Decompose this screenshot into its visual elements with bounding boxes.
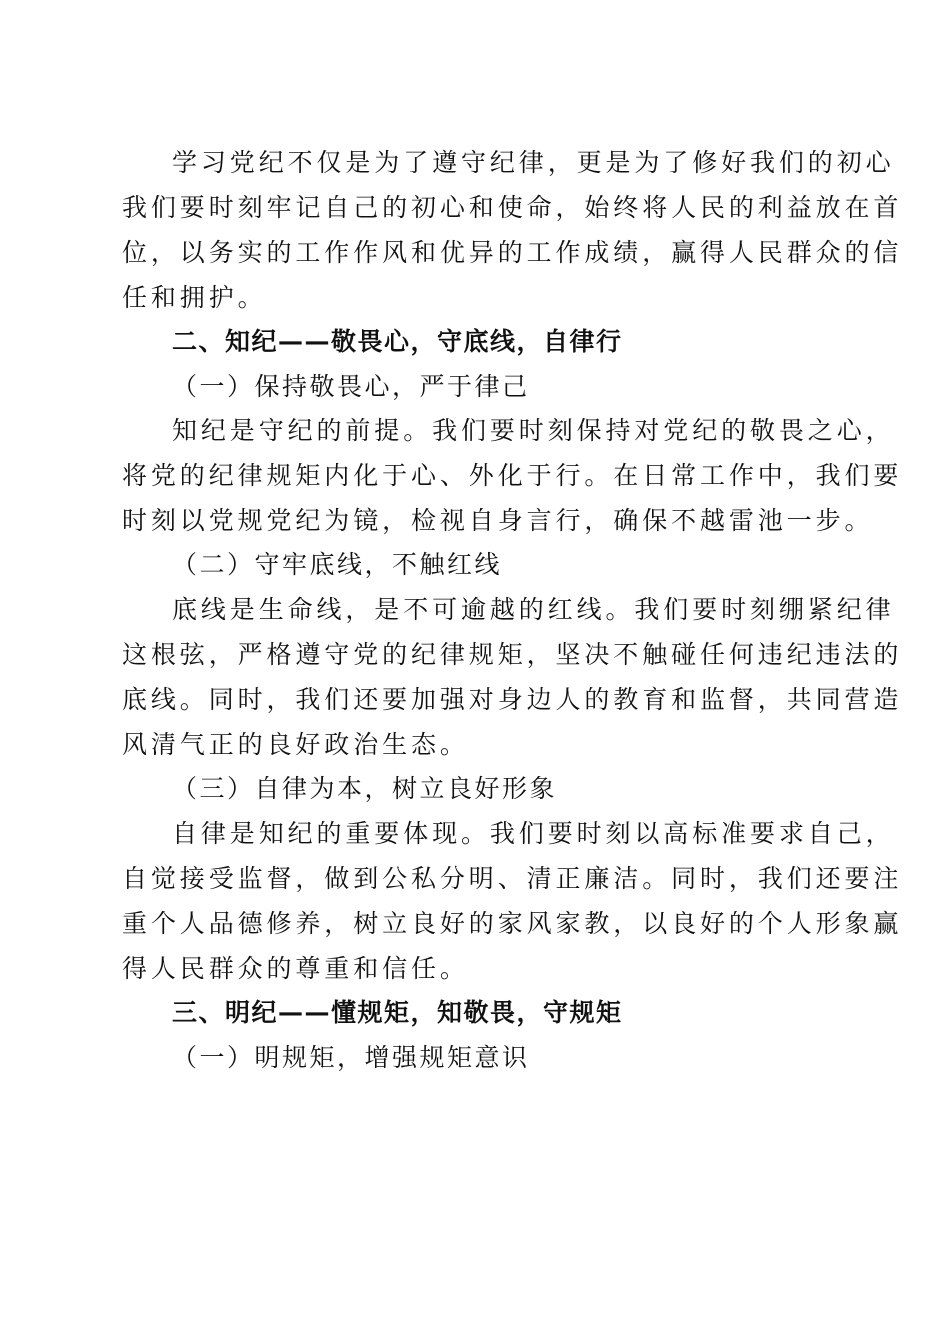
paragraph-line: 自觉接受监督，做到公私分明、清正廉洁。同时，我们还要注: [122, 864, 903, 893]
paragraph-line: 这根弦，严格遵守党的纪律规矩，坚决不触碰任何违纪违法的: [122, 640, 903, 669]
paragraph-line: 底线。同时，我们还要加强对身边人的教育和监督，共同营造: [122, 685, 903, 714]
section-heading: 二、知纪——敬畏心，守底线，自律行: [172, 327, 623, 356]
paragraph-line: 底线是生命线，是不可逾越的红线。我们要时刻绷紧纪律: [172, 595, 895, 624]
paragraph-line: 任和拥护。: [122, 283, 267, 312]
paragraph-line: 时刻以党规党纪为镜，检视自身言行，确保不越雷池一步。: [122, 506, 874, 535]
paragraph-line: 风清气正的良好政治生态。: [122, 730, 469, 759]
subsection-heading: （二）守牢底线，不触红线: [172, 550, 503, 579]
paragraph-line: 我们要时刻牢记自己的初心和使命，始终将人民的利益放在首: [122, 193, 903, 222]
paragraph-line: 得人民群众的尊重和信任。: [122, 954, 469, 983]
paragraph-line: 位，以务实的工作作风和优异的工作成绩，赢得人民群众的信: [122, 238, 903, 267]
section-heading: 三、明纪——懂规矩，知敬畏，守规矩: [172, 998, 623, 1027]
subsection-heading: （一）保持敬畏心，严于律己: [172, 372, 530, 401]
subsection-heading: （一）明规矩，增强规矩意识: [172, 1043, 530, 1072]
paragraph-line: 重个人品德修养，树立良好的家风家教，以良好的个人形象赢: [122, 909, 903, 938]
subsection-heading: （三）自律为本，树立良好形象: [172, 774, 558, 803]
paragraph-line: 自律是知纪的重要体现。我们要时刻以高标准要求自己，: [172, 819, 895, 848]
paragraph-line: 学习党纪不仅是为了遵守纪律，更是为了修好我们的初心: [172, 148, 895, 177]
paragraph-line: 知纪是守纪的前提。我们要时刻保持对党纪的敬畏之心，: [172, 416, 895, 445]
paragraph-line: 将党的纪律规矩内化于心、外化于行。在日常工作中，我们要: [122, 461, 903, 490]
